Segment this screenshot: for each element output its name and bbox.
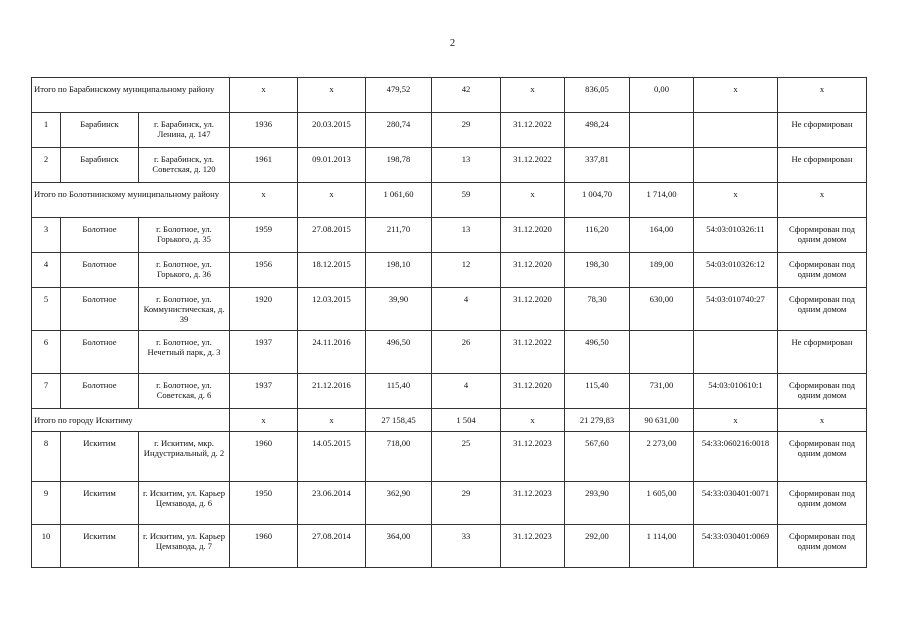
cell-area: 337,81	[565, 148, 630, 183]
cell-settlement: Болотное	[61, 218, 139, 253]
cell-land-area: 164,00	[630, 218, 694, 253]
cell-count: 12	[432, 253, 501, 288]
cell-year: 1937	[230, 374, 298, 409]
table-row	[32, 218, 867, 253]
cell: 21 279,83	[565, 409, 630, 432]
cell: х	[298, 409, 366, 432]
cell-date: 09.01.2013	[298, 148, 366, 183]
cell: 42	[432, 78, 501, 113]
cell-year: 1920	[230, 288, 298, 331]
cell-status: Сформирован под одним домом	[778, 253, 867, 288]
cell-number: 9	[32, 482, 61, 525]
cell-cadastral: 54:33:060216:0018	[694, 432, 778, 482]
cell-status: Не сформирован	[778, 113, 867, 148]
cell-address: г. Болотное, ул. Горького, д. 36	[139, 253, 230, 288]
cell-address: г. Искитим, мкр. Индустриальный, д. 2	[139, 432, 230, 482]
cell: х	[501, 183, 565, 218]
cell-cadastral: 54:33:030401:0069	[694, 525, 778, 568]
cell-area: 211,70	[366, 218, 432, 253]
cell-year: 1937	[230, 331, 298, 374]
cell-year: 1950	[230, 482, 298, 525]
cell: х	[694, 78, 778, 113]
cell-land-area: 1 114,00	[630, 525, 694, 568]
cell-land-area	[630, 148, 694, 183]
cell-number: 6	[32, 331, 61, 374]
cell-address: г. Барабинск, ул. Ленина, д. 147	[139, 113, 230, 148]
cell-cadastral	[694, 331, 778, 374]
cell-address: г. Барабинск, ул. Советская, д. 120	[139, 148, 230, 183]
cell-land-area: 1 605,00	[630, 482, 694, 525]
cell-area: 364,00	[366, 525, 432, 568]
cell-cadastral: 54:03:010326:11	[694, 218, 778, 253]
cell-number: 1	[32, 113, 61, 148]
cell: х	[778, 78, 867, 113]
cell-cadastral: 54:33:030401:0071	[694, 482, 778, 525]
table-body	[32, 78, 867, 568]
cell: 27 158,45	[366, 409, 432, 432]
cell-cadastral: 54:03:010610:1	[694, 374, 778, 409]
cell-year: 1961	[230, 148, 298, 183]
cell: 1 004,70	[565, 183, 630, 218]
cell-area: 280,74	[366, 113, 432, 148]
table-row	[32, 288, 867, 331]
cell-area: 496,50	[366, 331, 432, 374]
cell-year: 1959	[230, 218, 298, 253]
cell-area: 198,78	[366, 148, 432, 183]
page-number: 2	[449, 38, 456, 49]
cell-number: 8	[32, 432, 61, 482]
cell-land-area: 2 273,00	[630, 432, 694, 482]
cell-area: 115,40	[366, 374, 432, 409]
cell-number: 7	[32, 374, 61, 409]
cell-deadline: 31.12.2023	[501, 432, 565, 482]
cell-year: 1960	[230, 432, 298, 482]
cell-cadastral: 54:03:010740:27	[694, 288, 778, 331]
cell-address: г. Искитим, ул. Карьер Цемзавода, д. 7	[139, 525, 230, 568]
cell: х	[694, 409, 778, 432]
cell-address: г. Болотное, ул. Горького, д. 35	[139, 218, 230, 253]
cell-land-area: 630,00	[630, 288, 694, 331]
cell-area: 567,60	[565, 432, 630, 482]
cell-area: 718,00	[366, 432, 432, 482]
cell-number: 10	[32, 525, 61, 568]
table-row	[32, 432, 867, 482]
cell-cadastral	[694, 113, 778, 148]
cell-settlement: Болотное	[61, 253, 139, 288]
cell-address: г. Болотное, ул. Коммунистическая, д. 39	[139, 288, 230, 331]
table-row	[32, 113, 867, 148]
cell: х	[501, 409, 565, 432]
cell-cadastral	[694, 148, 778, 183]
cell-date: 24.11.2016	[298, 331, 366, 374]
table-row	[32, 253, 867, 288]
cell-status: Сформирован под одним домом	[778, 432, 867, 482]
cell-year: 1956	[230, 253, 298, 288]
cell-area: 362,90	[366, 482, 432, 525]
cell-address: г. Болотное, ул. Нечетный парк, д. 3	[139, 331, 230, 374]
cell-area: 198,30	[565, 253, 630, 288]
total-row	[32, 183, 867, 218]
cell-area: 115,40	[565, 374, 630, 409]
cell: 0,00	[630, 78, 694, 113]
table-row	[32, 148, 867, 183]
cell-settlement: Болотное	[61, 331, 139, 374]
cell-deadline: 31.12.2020	[501, 218, 565, 253]
cell-area: 496,50	[565, 331, 630, 374]
cell-deadline: 31.12.2022	[501, 148, 565, 183]
cell-address: г. Болотное, ул. Советская, д. 6	[139, 374, 230, 409]
cell: х	[298, 183, 366, 218]
cell-address: г. Искитим, ул. Карьер Цемзавода, д. 6	[139, 482, 230, 525]
cell-number: 2	[32, 148, 61, 183]
cell-count: 26	[432, 331, 501, 374]
table-row	[32, 331, 867, 374]
cell-deadline: 31.12.2022	[501, 113, 565, 148]
cell-deadline: 31.12.2022	[501, 331, 565, 374]
total-label: Итого по Барабинскому муниципальному району	[32, 78, 230, 113]
cell-year: 1960	[230, 525, 298, 568]
cell-settlement: Барабинск	[61, 148, 139, 183]
cell-settlement: Искитим	[61, 482, 139, 525]
cell: х	[230, 183, 298, 218]
table-row	[32, 374, 867, 409]
cell: 836,05	[565, 78, 630, 113]
cell-land-area: 731,00	[630, 374, 694, 409]
cell-count: 4	[432, 288, 501, 331]
cell-area: 78,30	[565, 288, 630, 331]
cell: х	[501, 78, 565, 113]
cell-area: 292,00	[565, 525, 630, 568]
cell-status: Не сформирован	[778, 148, 867, 183]
cell-number: 5	[32, 288, 61, 331]
cell-deadline: 31.12.2020	[501, 253, 565, 288]
cell-area: 293,90	[565, 482, 630, 525]
cell-settlement: Искитим	[61, 432, 139, 482]
cell-count: 29	[432, 482, 501, 525]
cell: 1 714,00	[630, 183, 694, 218]
total-label: Итого по Болотнинскому муниципальному району	[32, 183, 230, 218]
cell-status: Сформирован под одним домом	[778, 218, 867, 253]
cell-year: 1936	[230, 113, 298, 148]
cell-area: 116,20	[565, 218, 630, 253]
cell: 1 061,60	[366, 183, 432, 218]
cell-count: 29	[432, 113, 501, 148]
cell: 59	[432, 183, 501, 218]
cell-date: 18.12.2015	[298, 253, 366, 288]
cell-settlement: Болотное	[61, 374, 139, 409]
table-row	[32, 525, 867, 568]
cell-count: 33	[432, 525, 501, 568]
cell-count: 25	[432, 432, 501, 482]
cell-deadline: 31.12.2020	[501, 374, 565, 409]
cell: 479,52	[366, 78, 432, 113]
cell-date: 27.08.2014	[298, 525, 366, 568]
cell-deadline: 31.12.2023	[501, 482, 565, 525]
cell-area: 498,24	[565, 113, 630, 148]
cell-date: 20.03.2015	[298, 113, 366, 148]
cell: х	[694, 183, 778, 218]
cell-count: 13	[432, 148, 501, 183]
cell-status: Сформирован под одним домом	[778, 374, 867, 409]
housing-table	[31, 77, 867, 568]
cell: х	[778, 409, 867, 432]
cell-count: 13	[432, 218, 501, 253]
cell-settlement: Барабинск	[61, 113, 139, 148]
table-row	[32, 482, 867, 525]
cell-deadline: 31.12.2020	[501, 288, 565, 331]
total-row	[32, 409, 867, 432]
cell-date: 27.08.2015	[298, 218, 366, 253]
cell-status: Сформирован под одним домом	[778, 525, 867, 568]
cell: 1 504	[432, 409, 501, 432]
cell-date: 12.03.2015	[298, 288, 366, 331]
cell: х	[298, 78, 366, 113]
cell-date: 23.06.2014	[298, 482, 366, 525]
cell-number: 4	[32, 253, 61, 288]
cell-land-area	[630, 331, 694, 374]
cell-deadline: 31.12.2023	[501, 525, 565, 568]
total-label: Итого по городу Искитиму	[32, 409, 230, 432]
cell-settlement: Болотное	[61, 288, 139, 331]
cell-status: Сформирован под одним домом	[778, 482, 867, 525]
cell-status: Не сформирован	[778, 331, 867, 374]
cell: 90 631,00	[630, 409, 694, 432]
cell-land-area: 189,00	[630, 253, 694, 288]
cell-status: Сформирован под одним домом	[778, 288, 867, 331]
cell-area: 198,10	[366, 253, 432, 288]
cell-cadastral: 54:03:010326:12	[694, 253, 778, 288]
cell-date: 14.05.2015	[298, 432, 366, 482]
cell-number: 3	[32, 218, 61, 253]
cell: х	[230, 409, 298, 432]
cell: х	[778, 183, 867, 218]
cell-land-area	[630, 113, 694, 148]
cell-count: 4	[432, 374, 501, 409]
cell-settlement: Искитим	[61, 525, 139, 568]
total-row	[32, 78, 867, 113]
cell-date: 21.12.2016	[298, 374, 366, 409]
cell: х	[230, 78, 298, 113]
cell-area: 39,90	[366, 288, 432, 331]
